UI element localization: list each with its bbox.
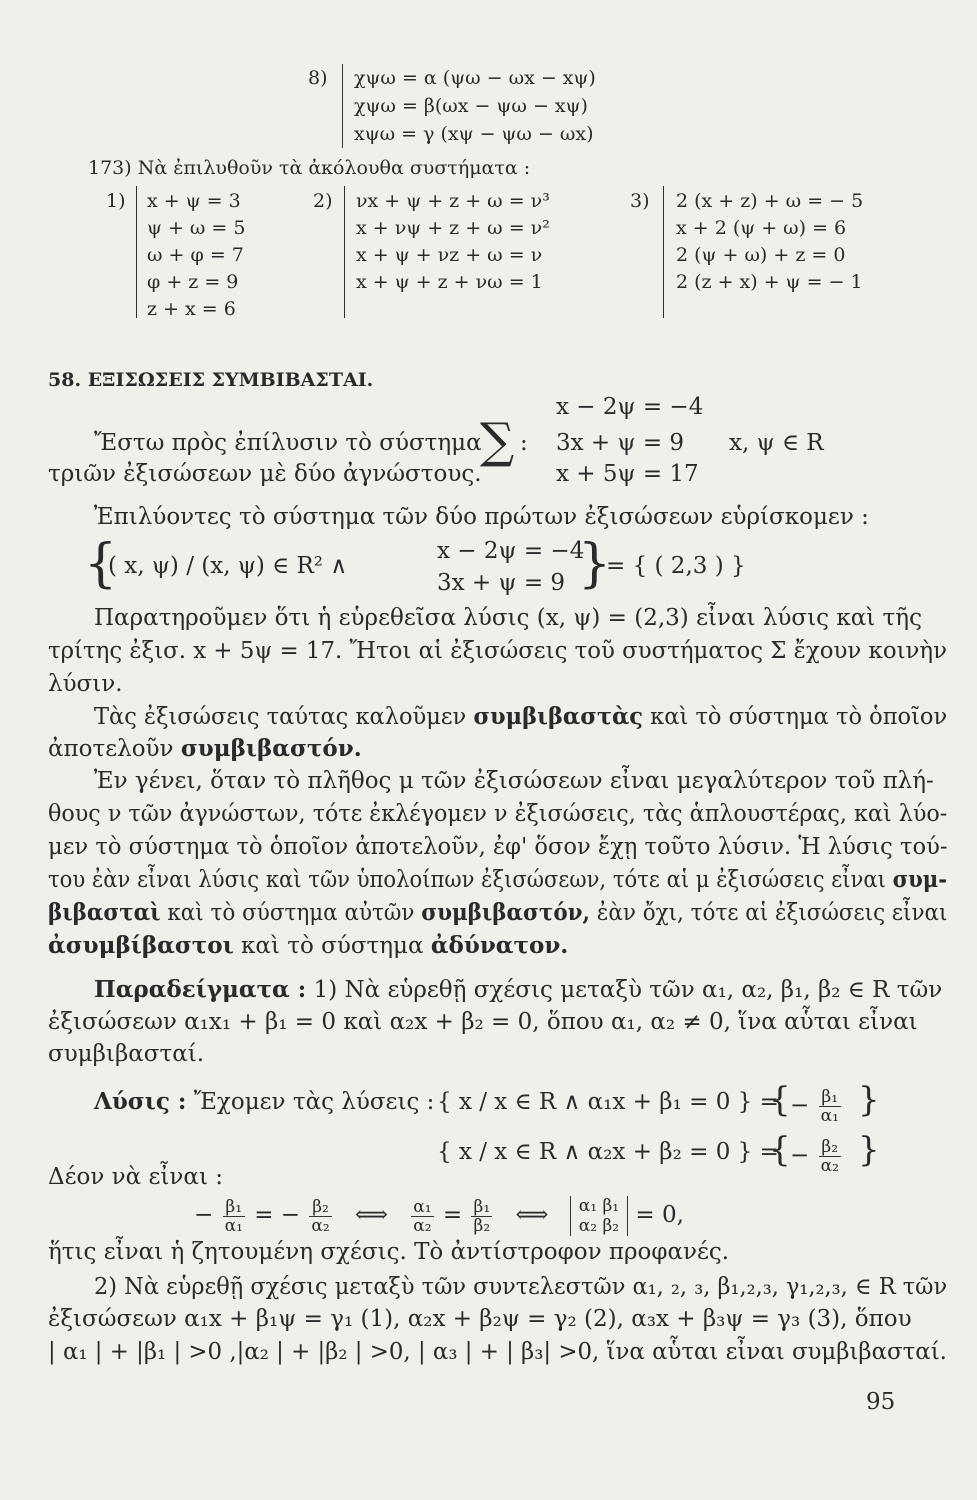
para1-line-2: τρίτης ἐξισ. x + 5ψ = 17. Ἤτοι αἱ ἐξισώσεις τοῦ συστήματος Σ ἔχουν κοινὴν [48, 638, 947, 664]
solution-set-2: { x / x ∈ R ∧ α₂x + β₂ = 0 } = [437, 1139, 779, 1165]
para3-l5b: καὶ τὸ σύστημα αὐτῶν [167, 900, 415, 926]
para3-line-1: Ἐν γένει, ὅταν τὸ πλῆθος μ τῶν ἐξισώσεων εἶναι μεγαλύτερον τοῦ πλή- [94, 768, 934, 794]
rel-f1d: α₁ [224, 1215, 243, 1236]
system-1-eq-2: ψ + ω = 5 [147, 217, 246, 239]
example-1-text: 1) Νὰ εὑρεθῇ σχέσις μεταξὺ τῶν α₁, α₂, β₁, β₂ ∈ R τῶν [313, 977, 943, 1003]
solution-label: Λύσις : [94, 1088, 187, 1115]
sigma-eq-1: x − 2ψ = −4 [556, 394, 704, 420]
rel-f2d: α₂ [311, 1215, 330, 1236]
system-2-eq-1: νx + ψ + z + ω = ν³ [356, 190, 550, 212]
set-1-close: } [858, 1080, 880, 1120]
term-asymbivastoi: ἀσυμβίβαστοι [48, 932, 234, 959]
rel-eq: = [442, 1202, 463, 1228]
system-3-eq-2: x + 2 (ψ + ω) = 6 [676, 217, 847, 239]
para3-l5d: ἐὰν ὄχι, τότε αἱ ἐξισώσεις εἶναι [596, 900, 948, 926]
determinant [570, 1196, 628, 1236]
rel-f4n: β₁ [473, 1196, 491, 1217]
term-symbivastas: συμβιβαστὰς [473, 703, 644, 730]
section-number: 58. [48, 369, 82, 391]
system-1-rule [136, 186, 137, 318]
para3-l4b: συμ- [892, 866, 948, 893]
para3-line-2: θους ν τῶν ἀγνώστων, τότε ἐκλέγομεν ν ἐξισώσεις, τὰς ἁπλουστέρας, καὶ λύο- [48, 801, 948, 827]
examples-line-3: συμβιβασταί. [48, 1041, 205, 1067]
para3-line-6 [48, 932, 568, 960]
para3-l6b: καὶ τὸ σύστημα [241, 933, 424, 959]
solve-text: Ἐπιλύοντες τὸ σύστημα τῶν δύο πρώτων ἐξισώσεων εὑρίσκομεν : [94, 504, 869, 530]
rel-frac-4 [471, 1198, 492, 1235]
para2-d: ἀποτελοῦν [48, 736, 174, 762]
term-symbivaston-2: συμβιβαστόν, [421, 899, 591, 926]
must-be-text: Δέον νὰ εἶναι : [48, 1164, 224, 1190]
system-2-eq-3: x + ψ + νz + ω = ν [356, 244, 543, 266]
term-symbivaston: συμβιβαστόν. [180, 735, 362, 762]
para2-a: Τὰς ἐξισώσεις ταύτας καλοῦμεν [94, 704, 467, 730]
system-1-eq-5: z + x = 6 [147, 298, 236, 320]
para2-line-1 [94, 703, 947, 731]
para1-line-1: Παρατηροῦμεν ὅτι ἡ εὑρεθεῖσα λύσις (x, ψ) = (2,3) εἶναι λύσις καὶ τῆς [94, 605, 922, 631]
set-2-open: { [769, 1130, 791, 1170]
system-2-label: 2) [313, 190, 333, 212]
frac2-num: β₂ [819, 1138, 841, 1157]
rel-f3n: α₁ [413, 1196, 432, 1217]
term-symbivastai: βιβασταὶ [48, 899, 161, 926]
set-left: ( x, ψ) / (x, ψ) ∈ R² ∧ [108, 553, 348, 579]
system-2-eq-2: x + νψ + z + ω = ν² [356, 217, 550, 239]
system-2-rule [344, 186, 345, 318]
rel-f2n: β₂ [309, 1198, 331, 1217]
examples-line-2: ἐξισώσεων α₁x₁ + β₁ = 0 καὶ α₂x + β₂ = 0, ὅπου α₁, α₂ ≠ 0, ἵνα αὗται εἶναι [48, 1009, 918, 1035]
sigma-eq-2: 3x + ψ = 9 [556, 430, 685, 456]
set-1-sign: − [790, 1092, 810, 1119]
iff-arrow-2: ⟺ [515, 1202, 549, 1228]
para3-line-4 [48, 866, 947, 894]
fraction-b2-a2 [819, 1138, 841, 1175]
solution-text: Ἔχομεν τὰς λύσεις : [193, 1089, 435, 1115]
system-8-label: 8) [308, 67, 328, 89]
set-close-brace: } [578, 534, 612, 594]
rel-frac-2 [309, 1198, 331, 1235]
section-heading [48, 366, 373, 394]
sigma-symbol: ∑ [480, 413, 515, 469]
system-8-eq-1: χψω = α (ψω − ωx − xψ) [354, 67, 596, 89]
page-number: 95 [866, 1389, 896, 1415]
example2-line-2: ἐξισώσεων α₁x + β₁ψ = γ₁ (1), α₂x + β₂ψ = γ₂ (2), α₃x + β₃ψ = γ₃ (3), ὅπου [48, 1306, 912, 1332]
det-row-2: α₂ β₂ [578, 1216, 620, 1236]
sigma-eq-3: x + 5ψ = 17 [556, 461, 699, 487]
system-3-label: 3) [630, 190, 650, 212]
set-1-open: { [769, 1080, 791, 1120]
system-8-eq-2: χψω = β(ωx − ψω − xψ) [354, 95, 588, 117]
para2-line-2 [48, 735, 362, 763]
set-2-sign: − [790, 1142, 810, 1169]
system-3-eq-1: 2 (x + z) + ω = − 5 [676, 190, 864, 212]
iff-arrow-1: ⟺ [354, 1202, 388, 1228]
solution-line-1 [94, 1088, 434, 1116]
set-eq-1: x − 2ψ = −4 [437, 538, 585, 564]
set-2-close: } [858, 1130, 880, 1170]
system-8-eq-3: xψω = γ (xψ − ψω − ωx) [354, 123, 594, 145]
set-1-value [790, 1088, 843, 1125]
system-1-eq-3: ω + φ = 7 [147, 244, 244, 266]
relation-row [194, 1196, 684, 1236]
frac2-den: α₂ [820, 1156, 839, 1176]
section-title: ΕΞΙΣΩΣΕΙΣ ΣΥΜΒΙΒΑΣΤΑΙ. [87, 369, 374, 391]
example2-line-1: 2) Νὰ εὑρεθῇ σχέσις μεταξὺ τῶν συντελεστῶν α₁, ₂, ₃, β₁,₂,₃, γ₁,₂,₃, ∈ R τῶν [94, 1274, 948, 1300]
example2-line-3: | α₁ | + |β₁ | >0 ,|α₂ | + |β₂ | >0, | α₃ | + | β₃| >0, ἵνα αὗται εἶναι συμβιβασταί. [48, 1339, 947, 1365]
set-open-brace: { [84, 534, 118, 594]
para1-line-3: λύσιν. [48, 671, 123, 697]
system-8-rule [342, 64, 343, 148]
rel-f1n: β₁ [223, 1198, 245, 1217]
frac1-den: α₁ [820, 1106, 839, 1126]
system-1-label: 1) [106, 190, 126, 212]
set-2-value [790, 1138, 843, 1175]
system-3-rule [663, 186, 664, 318]
term-adynaton: ἀδύνατον. [430, 932, 569, 959]
sigma-domain: x, ψ ∈ R [729, 430, 824, 456]
para3-line-3: μεν τὸ σύστημα τὸ ὁποῖον ἀποτελοῦν, ἐφ' ὅσον ἔχῃ τοῦτο λύσιν. Ἡ λύσις τού- [48, 834, 948, 860]
rel-f4d: β₂ [473, 1215, 491, 1236]
rel-f3d: α₂ [413, 1215, 432, 1236]
set-eq-2: 3x + ψ = 9 [437, 570, 566, 596]
system-3-eq-3: 2 (ψ + ω) + z = 0 [676, 244, 846, 266]
conclusion: ἥτις εἶναι ἡ ζητουμένη σχέσις. Τὸ ἀντίστροφον προφανές. [48, 1239, 730, 1265]
para2-c: καὶ τὸ σύστημα τὸ ὁποῖον [650, 704, 948, 730]
rel-frac-3 [411, 1198, 433, 1235]
rel-frac-1 [223, 1198, 245, 1235]
intro-line-2: τριῶν ἐξισώσεων μὲ δύο ἀγνώστους. [48, 461, 482, 487]
det-equals-zero: = 0, [635, 1202, 684, 1228]
examples-label: Παραδείγματα : [94, 976, 307, 1003]
rel-eq-minus: = − [254, 1202, 301, 1228]
exercise-173-title: 173) Νὰ ἐπιλυθοῦν τὰ ἀκόλουθα συστήματα : [88, 157, 531, 179]
intro-line-1: Ἔστω πρὸς ἐπίλυσιν τὸ σύστημα [94, 430, 482, 456]
set-right: = { ( 2,3 ) } [606, 553, 746, 579]
fraction-b1-a1 [819, 1088, 841, 1125]
rel-minus-1: − [194, 1202, 214, 1228]
system-1-eq-1: x + ψ = 3 [147, 190, 241, 212]
solution-set-1: { x / x ∈ R ∧ α₁x + β₁ = 0 } = [437, 1089, 779, 1115]
system-2-eq-4: x + ψ + z + νω = 1 [356, 271, 543, 293]
para3-line-5 [48, 899, 947, 927]
system-3-eq-4: 2 (z + x) + ψ = − 1 [676, 271, 863, 293]
system-1-eq-4: φ + z = 9 [147, 271, 239, 293]
para3-l4: του ἐὰν εἶναι λύσις καὶ τῶν ὑπολοίπων ἐξισώσεων, τότε αἱ μ ἐξισώσεις εἶναι [48, 867, 886, 893]
det-row-1: α₁ β₁ [578, 1196, 620, 1216]
frac1-num: β₁ [819, 1088, 841, 1107]
examples-line-1 [94, 976, 942, 1004]
sigma-colon: : [520, 430, 528, 456]
